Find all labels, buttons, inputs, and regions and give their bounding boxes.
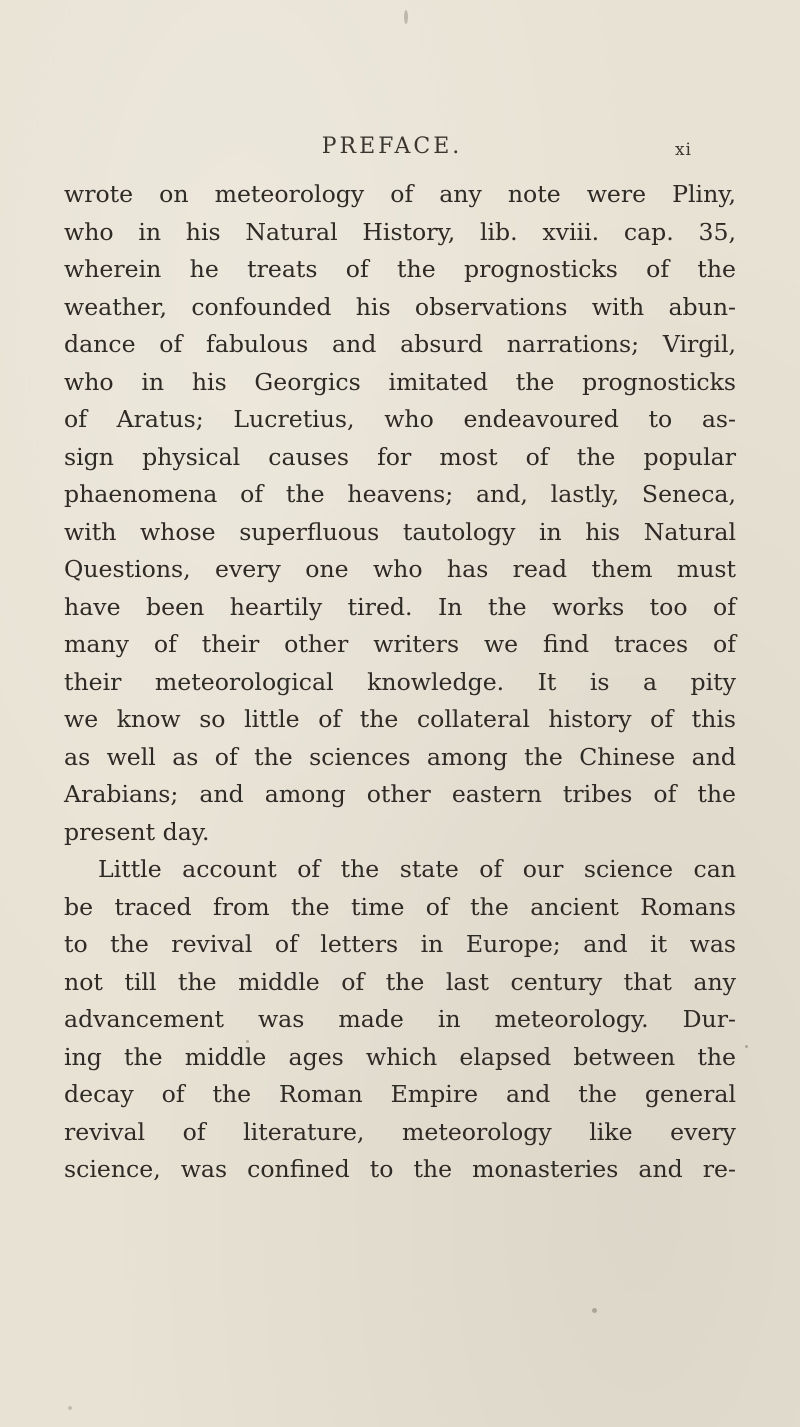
text-line: their meteorological knowledge. It is a pity — [64, 667, 736, 696]
text-line: wherein he treats of the prognosticks of the — [64, 255, 736, 283]
text-line: with whose superfluous tautology in his Natural — [64, 517, 736, 546]
text-line: have been heartily tired. In the works too of — [64, 592, 736, 621]
text-line: who in his Natural History, lib. xviii. cap. 35, — [64, 217, 736, 246]
page-title: PREFACE. — [321, 134, 463, 159]
text-line: wrote on meteorology of any note were Pliny, — [64, 180, 736, 208]
paragraph-1 — [64, 176, 736, 851]
page-number: xi — [674, 140, 692, 160]
text-line: phaenomena of the heavens; and, lastly, Seneca, — [64, 480, 736, 508]
text-line: decay of the Roman Empire and the general — [64, 1080, 736, 1108]
paper-speck — [68, 1406, 72, 1410]
text-line: of Aratus; Lucretius, who endeavoured to as- — [64, 405, 736, 433]
text-line: weather, confounded his observations with abun- — [64, 292, 736, 321]
text-line: revival of literature, meteorology like every — [64, 1117, 736, 1146]
text-line: not till the middle of the last century that any — [64, 967, 736, 996]
text-line: Arabians; and among other eastern tribes of the — [64, 780, 736, 808]
text-line: advancement was made in meteorology. Dur- — [64, 1005, 736, 1033]
paper-speck — [592, 1308, 597, 1313]
text-line: dance of fabulous and absurd narrations; Virgil, — [64, 330, 736, 358]
text-line: who in his Georgics imitated the prognosticks — [64, 367, 736, 396]
text-line: we know so little of the collateral history of this — [64, 705, 736, 733]
text-line: as well as of the sciences among the Chinese and — [64, 742, 736, 771]
text-line: to the revival of letters in Europe; and it was — [64, 930, 736, 958]
text-line: be traced from the time of the ancient Romans — [64, 892, 736, 921]
paper-speck — [745, 1045, 748, 1048]
text-line: sign physical causes for most of the popular — [64, 442, 736, 471]
text-line: Little account of the state of our science can — [98, 855, 736, 883]
text-line: Questions, every one who has read them must — [64, 555, 736, 583]
paper-speck — [246, 1040, 249, 1043]
text-line: many of their other writers we find traces of — [64, 630, 736, 658]
paragraph-2 — [64, 851, 736, 1189]
text-line: science, was confined to the monasteries and re- — [64, 1155, 736, 1183]
text-line: ing the middle ages which elapsed between the — [64, 1042, 736, 1071]
paper-speck — [404, 10, 408, 24]
body-text — [64, 176, 736, 1189]
running-header — [0, 134, 800, 174]
text-line: present day. — [64, 817, 210, 846]
